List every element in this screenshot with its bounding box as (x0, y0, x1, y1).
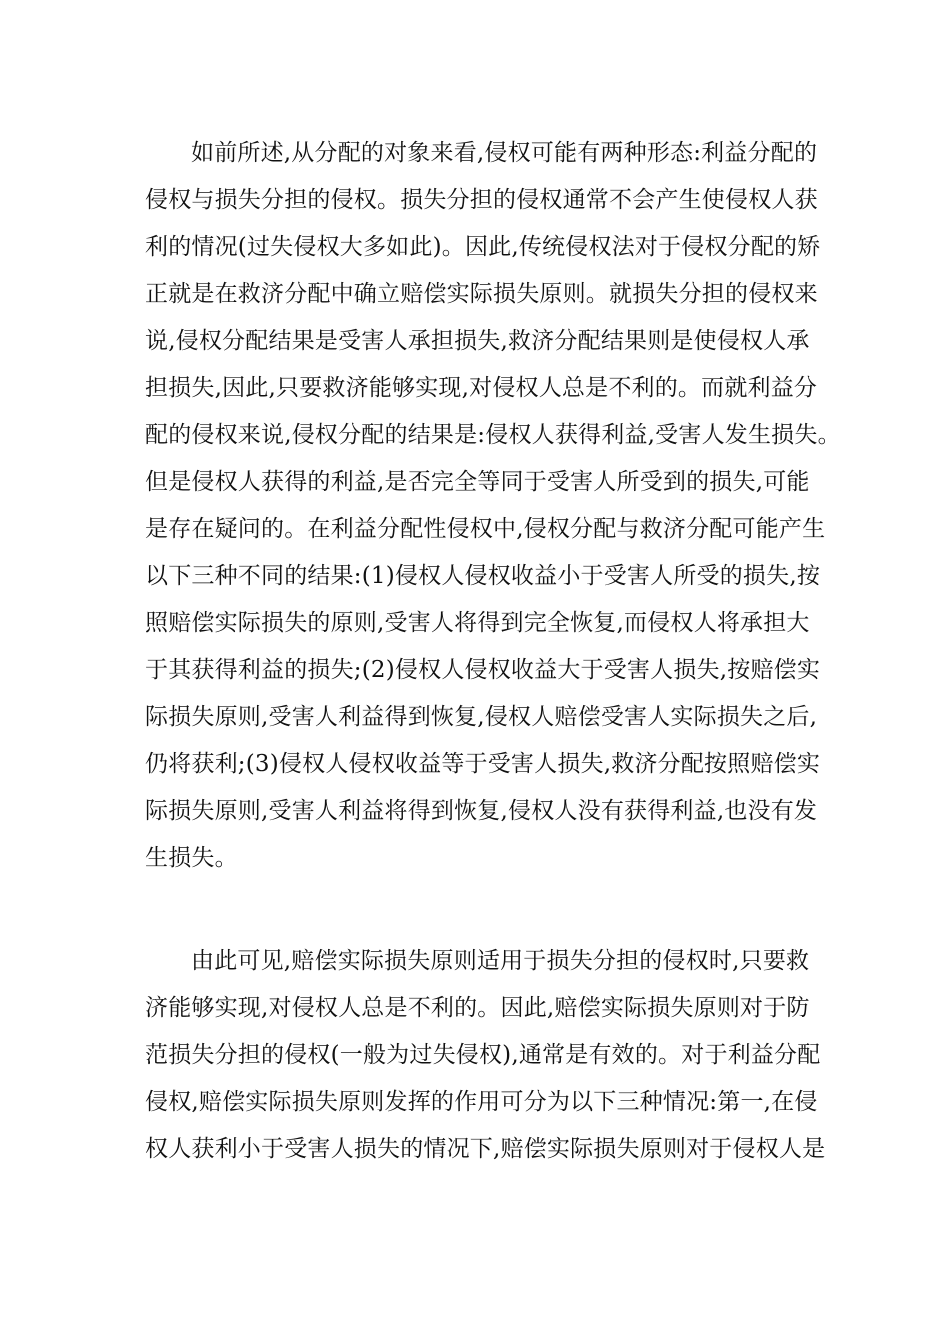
text-line: 如前所述,从分配的对象来看,侵权可能有两种形态:利益分配的 (191, 140, 818, 166)
text-line: 配的侵权来说,侵权分配的结果是:侵权人获得利益,受害人发生损失。 (145, 422, 841, 448)
text-line: 范损失分担的侵权(一般为过失侵权),通常是有效的。对于利益分配 (145, 1042, 821, 1068)
text-line: 于其获得利益的损失;(2)侵权人侵权收益大于受害人损失,按赔偿实 (145, 657, 821, 683)
text-line: 际损失原则,受害人利益将得到恢复,侵权人没有获得利益,也没有发 (145, 798, 818, 824)
text-line: 际损失原则,受害人利益得到恢复,侵权人赔偿受害人实际损失之后, (145, 704, 818, 730)
text-line: 正就是在救济分配中确立赔偿实际损失原则。就损失分担的侵权来 (145, 281, 818, 307)
text-line: 权人获利小于受害人损失的情况下,赔偿实际损失原则对于侵权人是 (145, 1136, 826, 1162)
text-line: 仍将获利;(3)侵权人侵权收益等于受害人损失,救济分配按照赔偿实 (145, 751, 821, 777)
text-line: 照赔偿实际损失的原则,受害人将得到完全恢复,而侵权人将承担大 (145, 610, 810, 636)
text-line: 是存在疑问的。在利益分配性侵权中,侵权分配与救济分配可能产生 (145, 516, 826, 542)
text-line: 侵权,赔偿实际损失原则发挥的作用可分为以下三种情况:第一,在侵 (145, 1089, 818, 1115)
text-line: 侵权与损失分担的侵权。损失分担的侵权通常不会产生使侵权人获 (145, 187, 818, 213)
text-line: 生损失。 (145, 845, 238, 871)
text-line: 济能够实现,对侵权人总是不利的。因此,赔偿实际损失原则对于防 (145, 995, 810, 1021)
text-line: 以下三种不同的结果:(1)侵权人侵权收益小于受害人所受的损失,按 (145, 563, 821, 589)
text-line: 担损失,因此,只要救济能够实现,对侵权人总是不利的。而就利益分 (145, 375, 818, 401)
text-line: 由此可见,赔偿实际损失原则适用于损失分担的侵权时,只要救 (191, 948, 810, 974)
text-line: 但是侵权人获得的利益,是否完全等同于受害人所受到的损失,可能 (145, 469, 810, 495)
text-line: 说,侵权分配结果是受害人承担损失,救济分配结果则是使侵权人承 (145, 328, 810, 354)
text-line: 利的情况(过失侵权大多如此)。因此,传统侵权法对于侵权分配的矫 (145, 234, 821, 260)
